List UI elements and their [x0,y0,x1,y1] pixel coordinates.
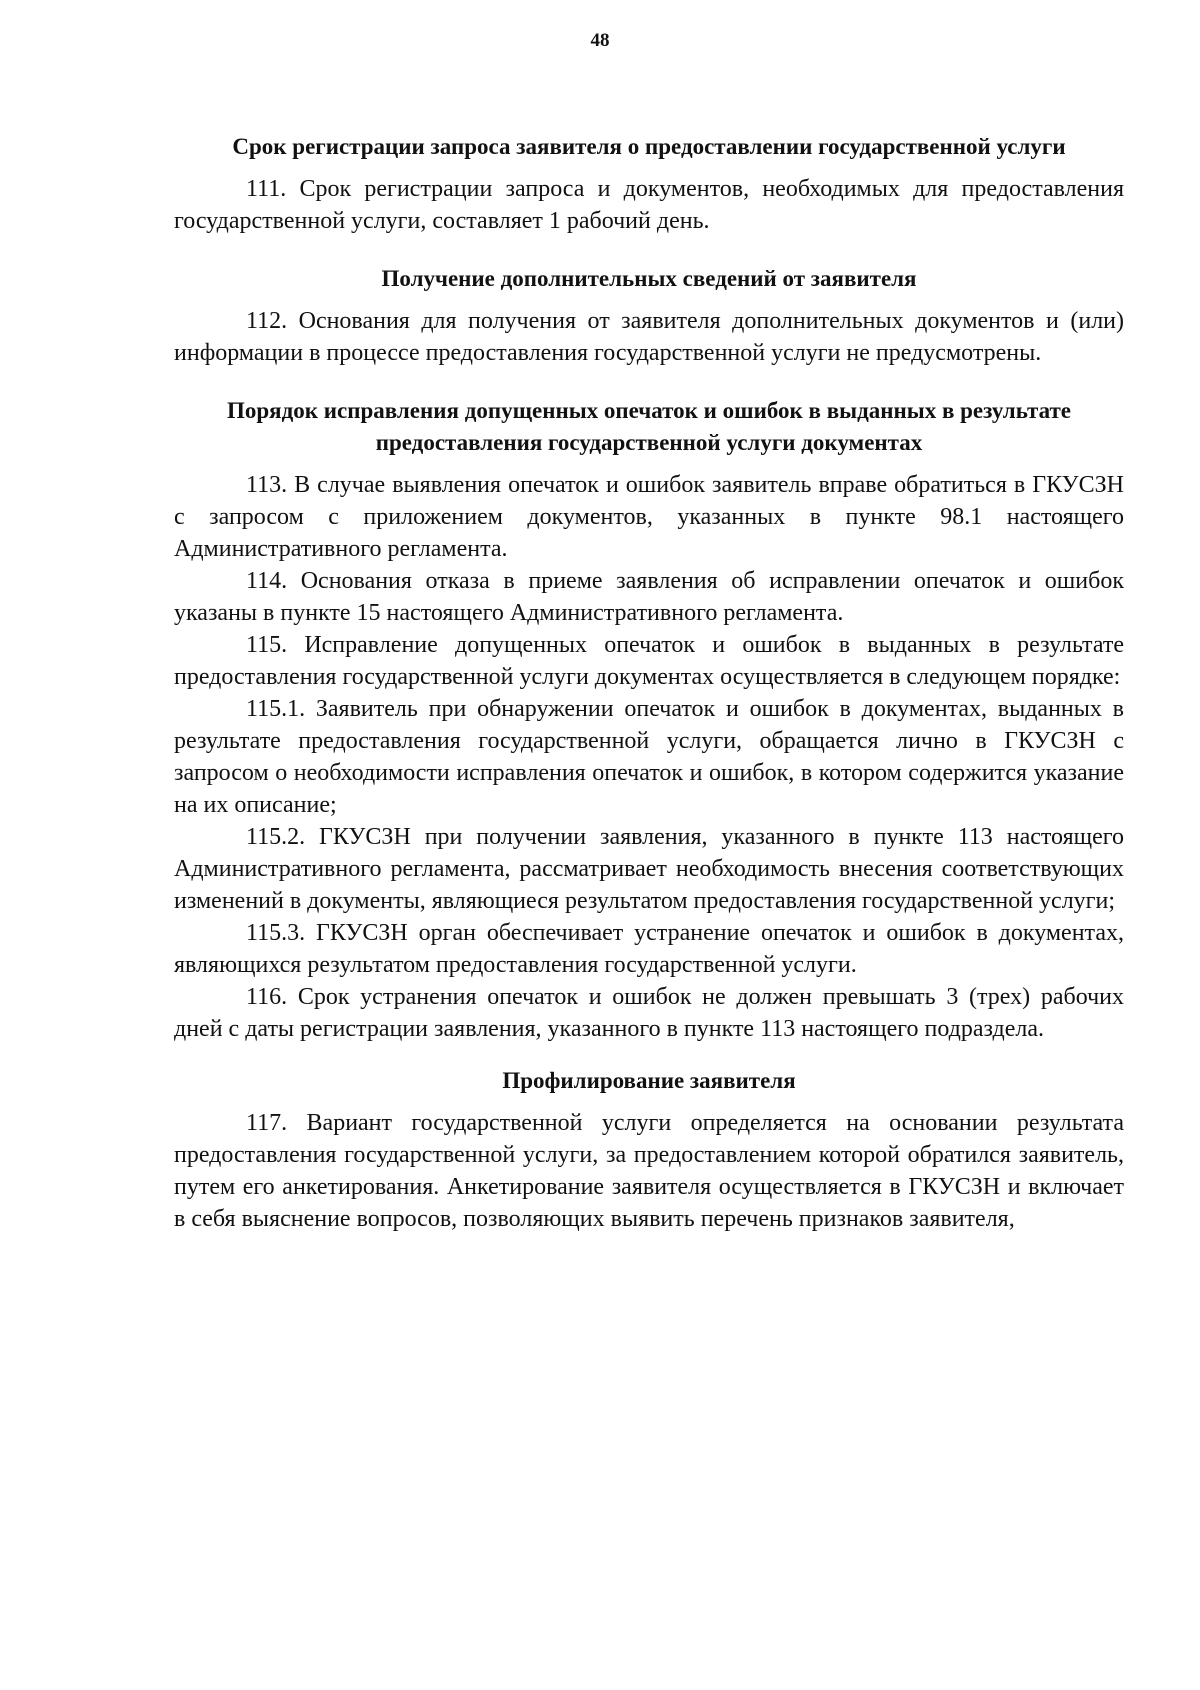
document-body [174,131,1124,1235]
paragraph-113: 113. В случае выявления опечаток и ошибок заявитель вправе обратиться в ГКУСЗН с запросом с приложением документов, указанных в пункте 98.1 настоящего Административного регламента. [174,472,1124,562]
page-number: 48 [590,30,610,51]
section-heading-registration-term: Срок регистрации запроса заявителя о предоставлении государственной услуги [232,134,1066,159]
paragraph-115-1: 115.1. Заявитель при обнаружении опечаток и ошибок в документах, выданных в результате предоставления государственной услуги, обращается лично в ГКУСЗН с запросом о необходимости исправления опечаток и ошибок, в котором содержится указание на их описание; [174,696,1124,818]
paragraph-115-2: 115.2. ГКУСЗН при получении заявления, указанного в пункте 113 настоящего Административного регламента, рассматривает необходимость внесения соответствующих изменений в документы, являющиеся результатом предоставления государственной услуги; [174,824,1124,914]
paragraph-115: 115. Исправление допущенных опечаток и ошибок в выданных в результате предоставления государственной услуги документах осуществляется в следующем порядке: [174,632,1124,690]
paragraph-116: 116. Срок устранения опечаток и ошибок не должен превышать 3 (трех) рабочих дней с даты регистрации заявления, указанного в пункте 113 настоящего подраздела. [174,984,1124,1042]
paragraph-111: 111. Срок регистрации запроса и документов, необходимых для предоставления государственной услуги, составляет 1 рабочий день. [174,176,1124,234]
paragraph-112: 112. Основания для получения от заявителя дополнительных документов и (или) информации в процессе предоставления государственной услуги не предусмотрены. [174,308,1124,366]
section-heading-profiling: Профилирование заявителя [502,1068,796,1093]
section-heading-error-correction: Порядок исправления допущенных опечаток и ошибок в выданных в результате предоставления государственной услуги документах [227,398,1071,455]
section-heading-additional-info: Получение дополнительных сведений от заявителя [381,266,917,291]
paragraph-117: 117. Вариант государственной услуги определяется на основании результата предоставления государственной услуги, за предоставлением которой обратился заявитель, путем его анкетирования. Анкетирование заявителя осуществляется в ГКУСЗН и включает в себя выяснение вопросов, позволяющих выявить перечень признаков заявителя, [174,1110,1124,1232]
paragraph-115-3: 115.3. ГКУСЗН орган обеспечивает устранение опечаток и ошибок в документах, являющихся результатом предоставления государственной услуги. [174,920,1124,978]
paragraph-114: 114. Основания отказа в приеме заявления об исправлении опечаток и ошибок указаны в пункте 15 настоящего Административного регламента. [174,568,1124,626]
